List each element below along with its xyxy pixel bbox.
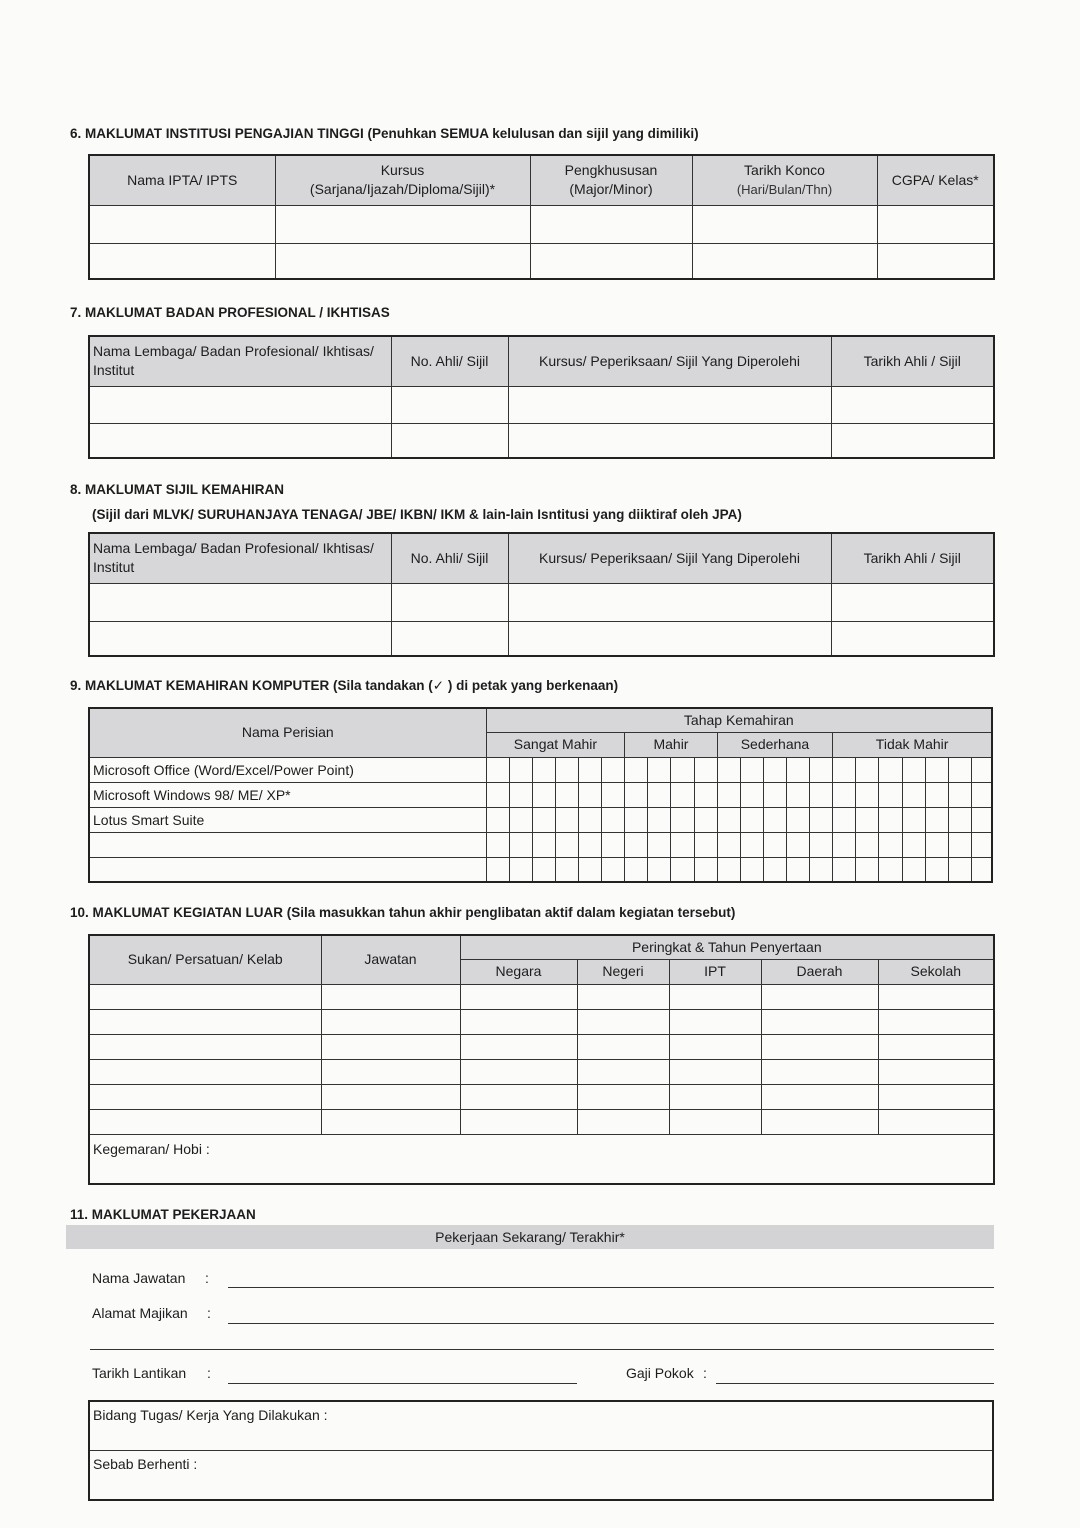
input-cell[interactable] xyxy=(89,423,391,458)
computer-skills-table xyxy=(88,707,993,883)
skill-checkbox[interactable] xyxy=(902,782,925,807)
header-member-date: Tarikh Ahli / Sijil xyxy=(831,533,994,583)
input-cell[interactable] xyxy=(89,1034,321,1059)
section-title-text: MAKLUMAT KEGIATAN LUAR (Sila masukkan tahun akhir penglibatan aktif dalam kegiatan tersebut) xyxy=(92,905,736,920)
skill-checkbox[interactable] xyxy=(602,757,625,782)
table-row xyxy=(89,1009,994,1034)
table-row xyxy=(89,423,994,458)
skill-checkbox[interactable] xyxy=(740,807,763,832)
skill-checkbox[interactable] xyxy=(579,832,602,857)
skill-checkbox[interactable] xyxy=(833,782,856,807)
table-row xyxy=(89,757,992,782)
skill-checkbox[interactable] xyxy=(763,782,786,807)
skill-checkbox[interactable] xyxy=(509,782,532,807)
input-cell[interactable] xyxy=(878,1034,994,1059)
section-title-text: MAKLUMAT PEKERJAAN xyxy=(91,1207,256,1222)
duties-label: Bidang Tugas/ Kerja Yang Dilakukan : xyxy=(93,1407,328,1423)
input-cell[interactable] xyxy=(89,621,391,656)
input-cell[interactable] xyxy=(89,243,275,279)
software-name-cell[interactable] xyxy=(89,832,486,857)
header-institution-name: Nama IPTA/ IPTS xyxy=(89,155,275,205)
skill-checkbox[interactable] xyxy=(555,757,578,782)
skill-checkbox[interactable] xyxy=(833,807,856,832)
input-cell[interactable] xyxy=(831,583,994,621)
skill-checkbox[interactable] xyxy=(625,832,648,857)
header-level-skilled: Mahir xyxy=(625,732,717,757)
header-level-expert: Sangat Mahir xyxy=(486,732,625,757)
skill-checkbox[interactable] xyxy=(625,807,648,832)
input-cell[interactable] xyxy=(89,984,321,1009)
input-cell[interactable] xyxy=(530,243,692,279)
skill-checkbox[interactable] xyxy=(555,782,578,807)
input-cell[interactable] xyxy=(577,1009,669,1034)
section-title-text: MAKLUMAT BADAN PROFESIONAL / IKHTISAS xyxy=(85,305,390,320)
skill-checkbox[interactable] xyxy=(948,782,971,807)
table-row xyxy=(89,857,992,882)
reason-label: Sebab Berhenti : xyxy=(93,1456,198,1472)
reason-field[interactable] xyxy=(90,1451,992,1499)
skill-checkbox[interactable] xyxy=(694,832,717,857)
skill-checkbox[interactable] xyxy=(671,857,694,882)
section-title-text: MAKLUMAT KEMAHIRAN KOMPUTER (Sila tandakan (✓ ) di petak yang berkenaan) xyxy=(85,678,619,693)
input-cell[interactable] xyxy=(669,984,761,1009)
header-body-name: Nama Lembaga/ Badan Profesional/ Ikhtisas/ Institut xyxy=(89,336,391,386)
skill-checkbox[interactable] xyxy=(671,757,694,782)
input-cell[interactable] xyxy=(460,984,577,1009)
skill-checkbox[interactable] xyxy=(486,832,509,857)
skill-checkbox[interactable] xyxy=(856,857,879,882)
skill-checkbox[interactable] xyxy=(948,757,971,782)
input-cell[interactable] xyxy=(761,1059,878,1084)
skill-checkbox[interactable] xyxy=(879,757,902,782)
skill-checkbox[interactable] xyxy=(971,832,992,857)
header-level-school: Sekolah xyxy=(878,959,994,984)
duties-reason-box xyxy=(88,1400,994,1501)
section-7-title xyxy=(70,305,390,320)
input-cell[interactable] xyxy=(761,1109,878,1134)
skill-checkbox[interactable] xyxy=(694,807,717,832)
skill-checkbox[interactable] xyxy=(532,857,555,882)
skill-checkbox[interactable] xyxy=(648,757,671,782)
input-cell[interactable] xyxy=(577,984,669,1009)
skill-checkbox[interactable] xyxy=(833,832,856,857)
skill-checkbox[interactable] xyxy=(810,857,833,882)
skill-checkbox[interactable] xyxy=(925,857,948,882)
skill-checkbox[interactable] xyxy=(810,807,833,832)
skill-checkbox[interactable] xyxy=(671,782,694,807)
skill-checkbox[interactable] xyxy=(532,782,555,807)
skill-checkbox[interactable] xyxy=(532,807,555,832)
input-cell[interactable] xyxy=(321,984,460,1009)
input-cell[interactable] xyxy=(669,1059,761,1084)
input-cell[interactable] xyxy=(321,1034,460,1059)
colon: : xyxy=(703,1365,707,1381)
skill-checkbox[interactable] xyxy=(971,807,992,832)
skill-checkbox[interactable] xyxy=(879,832,902,857)
header-body-name: Nama Lembaga/ Badan Profesional/ Ikhtisas/ Institut xyxy=(89,533,391,583)
section-6-title xyxy=(70,126,699,141)
input-cell[interactable] xyxy=(877,243,994,279)
skill-checkbox[interactable] xyxy=(579,757,602,782)
activities-table xyxy=(88,934,995,1185)
input-cell[interactable] xyxy=(669,1034,761,1059)
appointment-date-label: Tarikh Lantikan xyxy=(92,1365,187,1381)
section-9-title xyxy=(70,678,618,694)
skill-checkbox[interactable] xyxy=(902,757,925,782)
input-cell[interactable] xyxy=(508,423,831,458)
section-number: 6. xyxy=(70,126,82,141)
section-8-subtitle: (Sijil dari MLVK/ SURUHANJAYA TENAGA/ JBE/ IKBN/ IKM & lain-lain Isntitusi yang diiktiraf oleh JPA) xyxy=(92,507,742,522)
input-cell[interactable] xyxy=(508,386,831,423)
skill-checkbox[interactable] xyxy=(925,782,948,807)
software-name-cell[interactable]: Microsoft Office (Word/Excel/Power Point) xyxy=(89,757,486,782)
input-cell[interactable] xyxy=(669,1084,761,1109)
skill-checkbox[interactable] xyxy=(833,857,856,882)
skill-checkbox[interactable] xyxy=(717,857,740,882)
colon: : xyxy=(207,1365,211,1381)
header-member-no: No. Ahli/ Sijil xyxy=(391,336,508,386)
skill-checkbox[interactable] xyxy=(717,782,740,807)
skill-checkbox[interactable] xyxy=(648,782,671,807)
section-8-title xyxy=(70,482,284,497)
header-cgpa: CGPA/ Kelas* xyxy=(877,155,994,205)
input-cell[interactable] xyxy=(831,621,994,656)
skill-checkbox[interactable] xyxy=(763,757,786,782)
skill-checkbox[interactable] xyxy=(763,807,786,832)
input-cell[interactable] xyxy=(878,1084,994,1109)
skill-checkbox[interactable] xyxy=(717,757,740,782)
basic-salary-line[interactable] xyxy=(716,1383,994,1384)
header-course-exam: Kursus/ Peperiksaan/ Sijil Yang Diperolehi xyxy=(508,533,831,583)
input-cell[interactable] xyxy=(878,1109,994,1134)
input-cell[interactable] xyxy=(669,1009,761,1034)
skill-checkbox[interactable] xyxy=(925,757,948,782)
skill-checkbox[interactable] xyxy=(740,757,763,782)
input-cell[interactable] xyxy=(460,1084,577,1109)
section-10-title xyxy=(70,905,735,920)
skill-checkbox[interactable] xyxy=(717,807,740,832)
skill-checkbox[interactable] xyxy=(948,832,971,857)
header-level-ipt: IPT xyxy=(669,959,761,984)
section-number: 11. xyxy=(70,1207,89,1222)
job-title-line[interactable] xyxy=(228,1287,994,1288)
skill-checkbox[interactable] xyxy=(579,857,602,882)
table-row xyxy=(89,832,992,857)
skill-certificate-table xyxy=(88,532,995,657)
skill-checkbox[interactable] xyxy=(602,857,625,882)
section-11-title xyxy=(70,1207,256,1222)
section-number: 7. xyxy=(70,305,82,320)
header-participation-level: Peringkat & Tahun Penyertaan xyxy=(460,935,994,959)
basic-salary-label: Gaji Pokok xyxy=(626,1365,694,1381)
header-member-date: Tarikh Ahli / Sijil xyxy=(831,336,994,386)
skill-checkbox[interactable] xyxy=(971,757,992,782)
duties-field[interactable] xyxy=(90,1402,992,1451)
input-cell[interactable] xyxy=(761,1034,878,1059)
input-cell[interactable] xyxy=(275,243,530,279)
skill-checkbox[interactable] xyxy=(971,782,992,807)
skill-checkbox[interactable] xyxy=(579,782,602,807)
section-title-text: MAKLUMAT SIJIL KEMAHIRAN xyxy=(85,482,285,497)
skill-checkbox[interactable] xyxy=(787,782,810,807)
header-level-moderate: Sederhana xyxy=(717,732,833,757)
section-number: 9. xyxy=(70,678,82,693)
section-title-text: MAKLUMAT INSTITUSI PENGAJIAN TINGGI (Penuhkan SEMUA kelulusan dan sijil yang dimiliki) xyxy=(85,126,699,141)
skill-checkbox[interactable] xyxy=(948,857,971,882)
input-cell[interactable] xyxy=(391,621,508,656)
hobby-field[interactable] xyxy=(89,1134,994,1184)
skill-checkbox[interactable] xyxy=(532,757,555,782)
employer-address-label: Alamat Majikan xyxy=(92,1305,188,1321)
input-cell[interactable] xyxy=(878,1009,994,1034)
table-row xyxy=(89,243,994,279)
skill-checkbox[interactable] xyxy=(648,807,671,832)
input-cell[interactable] xyxy=(275,205,530,243)
skill-checkbox[interactable] xyxy=(810,757,833,782)
colon: : xyxy=(207,1305,211,1321)
appointment-date-line[interactable] xyxy=(228,1383,577,1384)
input-cell[interactable] xyxy=(508,583,831,621)
skill-checkbox[interactable] xyxy=(879,807,902,832)
skill-checkbox[interactable] xyxy=(856,757,879,782)
table-row xyxy=(89,984,994,1009)
software-name-cell[interactable]: Lotus Smart Suite xyxy=(89,807,486,832)
skill-checkbox[interactable] xyxy=(763,857,786,882)
skill-checkbox[interactable] xyxy=(810,832,833,857)
table-row xyxy=(89,205,994,243)
skill-checkbox[interactable] xyxy=(625,782,648,807)
input-cell[interactable] xyxy=(89,205,275,243)
input-cell[interactable] xyxy=(692,243,877,279)
table-row xyxy=(89,1084,994,1109)
software-name-cell[interactable]: Microsoft Windows 98/ ME/ XP* xyxy=(89,782,486,807)
skill-checkbox[interactable] xyxy=(486,807,509,832)
employer-address-line-2[interactable] xyxy=(90,1349,994,1350)
institution-table xyxy=(88,154,995,280)
employer-address-line[interactable] xyxy=(228,1323,994,1324)
skill-checkbox[interactable] xyxy=(833,757,856,782)
software-name-cell[interactable] xyxy=(89,857,486,882)
skill-checkbox[interactable] xyxy=(509,757,532,782)
skill-checkbox[interactable] xyxy=(671,807,694,832)
header-member-no: No. Ahli/ Sijil xyxy=(391,533,508,583)
input-cell[interactable] xyxy=(761,984,878,1009)
input-cell[interactable] xyxy=(761,1009,878,1034)
header-skill-level: Tahap Kemahiran xyxy=(486,708,992,732)
skill-checkbox[interactable] xyxy=(486,782,509,807)
skill-checkbox[interactable] xyxy=(602,832,625,857)
input-cell[interactable] xyxy=(460,1009,577,1034)
header-club: Sukan/ Persatuan/ Kelab xyxy=(89,935,321,984)
input-cell[interactable] xyxy=(508,621,831,656)
skill-checkbox[interactable] xyxy=(671,832,694,857)
header-level-district: Daerah xyxy=(761,959,878,984)
skill-checkbox[interactable] xyxy=(810,782,833,807)
skill-checkbox[interactable] xyxy=(740,857,763,882)
input-cell[interactable] xyxy=(761,1084,878,1109)
skill-checkbox[interactable] xyxy=(763,832,786,857)
input-cell[interactable] xyxy=(530,205,692,243)
input-cell[interactable] xyxy=(321,1109,460,1134)
table-row xyxy=(89,1109,994,1134)
input-cell[interactable] xyxy=(89,1009,321,1034)
input-cell[interactable] xyxy=(877,205,994,243)
input-cell[interactable] xyxy=(831,423,994,458)
skill-checkbox[interactable] xyxy=(509,807,532,832)
skill-checkbox[interactable] xyxy=(625,857,648,882)
input-cell[interactable] xyxy=(391,386,508,423)
skill-checkbox[interactable] xyxy=(902,807,925,832)
skill-checkbox[interactable] xyxy=(717,832,740,857)
skill-checkbox[interactable] xyxy=(787,857,810,882)
skill-checkbox[interactable] xyxy=(532,832,555,857)
input-cell[interactable] xyxy=(577,1084,669,1109)
input-cell[interactable] xyxy=(692,205,877,243)
skill-checkbox[interactable] xyxy=(648,857,671,882)
colon: : xyxy=(205,1270,209,1286)
skill-checkbox[interactable] xyxy=(486,757,509,782)
skill-checkbox[interactable] xyxy=(925,832,948,857)
skill-checkbox[interactable] xyxy=(740,832,763,857)
input-cell[interactable] xyxy=(577,1034,669,1059)
skill-checkbox[interactable] xyxy=(555,857,578,882)
employment-banner: Pekerjaan Sekarang/ Terakhir* xyxy=(66,1225,994,1249)
skill-checkbox[interactable] xyxy=(925,807,948,832)
table-row xyxy=(89,386,994,423)
header-level-state: Negeri xyxy=(577,959,669,984)
skill-checkbox[interactable] xyxy=(625,757,648,782)
input-cell[interactable] xyxy=(460,1059,577,1084)
professional-body-table xyxy=(88,335,995,459)
skill-checkbox[interactable] xyxy=(740,782,763,807)
input-cell[interactable] xyxy=(577,1109,669,1134)
skill-checkbox[interactable] xyxy=(787,757,810,782)
input-cell[interactable] xyxy=(831,386,994,423)
table-row xyxy=(89,1034,994,1059)
skill-checkbox[interactable] xyxy=(602,782,625,807)
skill-checkbox[interactable] xyxy=(879,857,902,882)
input-cell[interactable] xyxy=(878,1059,994,1084)
header-course-exam: Kursus/ Peperiksaan/ Sijil Yang Diperolehi xyxy=(508,336,831,386)
input-cell[interactable] xyxy=(460,1034,577,1059)
input-cell[interactable] xyxy=(391,583,508,621)
input-cell[interactable] xyxy=(89,386,391,423)
input-cell[interactable] xyxy=(460,1109,577,1134)
skill-checkbox[interactable] xyxy=(579,807,602,832)
table-row xyxy=(89,1059,994,1084)
input-cell[interactable] xyxy=(89,1059,321,1084)
skill-checkbox[interactable] xyxy=(948,807,971,832)
input-cell[interactable] xyxy=(321,1059,460,1084)
skill-checkbox[interactable] xyxy=(509,857,532,882)
skill-checkbox[interactable] xyxy=(856,782,879,807)
input-cell[interactable] xyxy=(89,1109,321,1134)
skill-checkbox[interactable] xyxy=(787,832,810,857)
skill-checkbox[interactable] xyxy=(787,807,810,832)
section-number: 10. xyxy=(70,905,89,920)
skill-checkbox[interactable] xyxy=(602,807,625,832)
table-row xyxy=(89,807,992,832)
input-cell[interactable] xyxy=(321,1009,460,1034)
job-title-label: Nama Jawatan xyxy=(92,1270,186,1286)
skill-checkbox[interactable] xyxy=(648,832,671,857)
header-software-name: Nama Perisian xyxy=(89,708,486,757)
input-cell[interactable] xyxy=(391,423,508,458)
skill-checkbox[interactable] xyxy=(856,832,879,857)
header-post: Jawatan xyxy=(321,935,460,984)
header-level-national: Negara xyxy=(460,959,577,984)
input-cell[interactable] xyxy=(669,1109,761,1134)
header-date-awarded: Tarikh Konco (Hari/Bulan/Thn) xyxy=(692,155,877,205)
skill-checkbox[interactable] xyxy=(509,832,532,857)
skill-checkbox[interactable] xyxy=(555,832,578,857)
skill-checkbox[interactable] xyxy=(902,857,925,882)
skill-checkbox[interactable] xyxy=(856,807,879,832)
hobby-label: Kegemaran/ Hobi : xyxy=(93,1140,210,1157)
table-row xyxy=(89,621,994,656)
skill-checkbox[interactable] xyxy=(902,832,925,857)
skill-checkbox[interactable] xyxy=(694,857,717,882)
input-cell[interactable] xyxy=(321,1084,460,1109)
skill-checkbox[interactable] xyxy=(971,857,992,882)
header-course: Kursus (Sarjana/Ijazah/Diploma/Sijil)* xyxy=(275,155,530,205)
section-number: 8. xyxy=(70,482,82,497)
table-row xyxy=(89,782,992,807)
input-cell[interactable] xyxy=(577,1059,669,1084)
skill-checkbox[interactable] xyxy=(694,782,717,807)
skill-checkbox[interactable] xyxy=(555,807,578,832)
input-cell[interactable] xyxy=(89,1084,321,1109)
input-cell[interactable] xyxy=(89,583,391,621)
input-cell[interactable] xyxy=(878,984,994,1009)
header-specialization: Pengkhususan (Major/Minor) xyxy=(530,155,692,205)
table-row xyxy=(89,583,994,621)
skill-checkbox[interactable] xyxy=(879,782,902,807)
skill-checkbox[interactable] xyxy=(694,757,717,782)
skill-checkbox[interactable] xyxy=(486,857,509,882)
header-level-unskilled: Tidak Mahir xyxy=(833,732,992,757)
